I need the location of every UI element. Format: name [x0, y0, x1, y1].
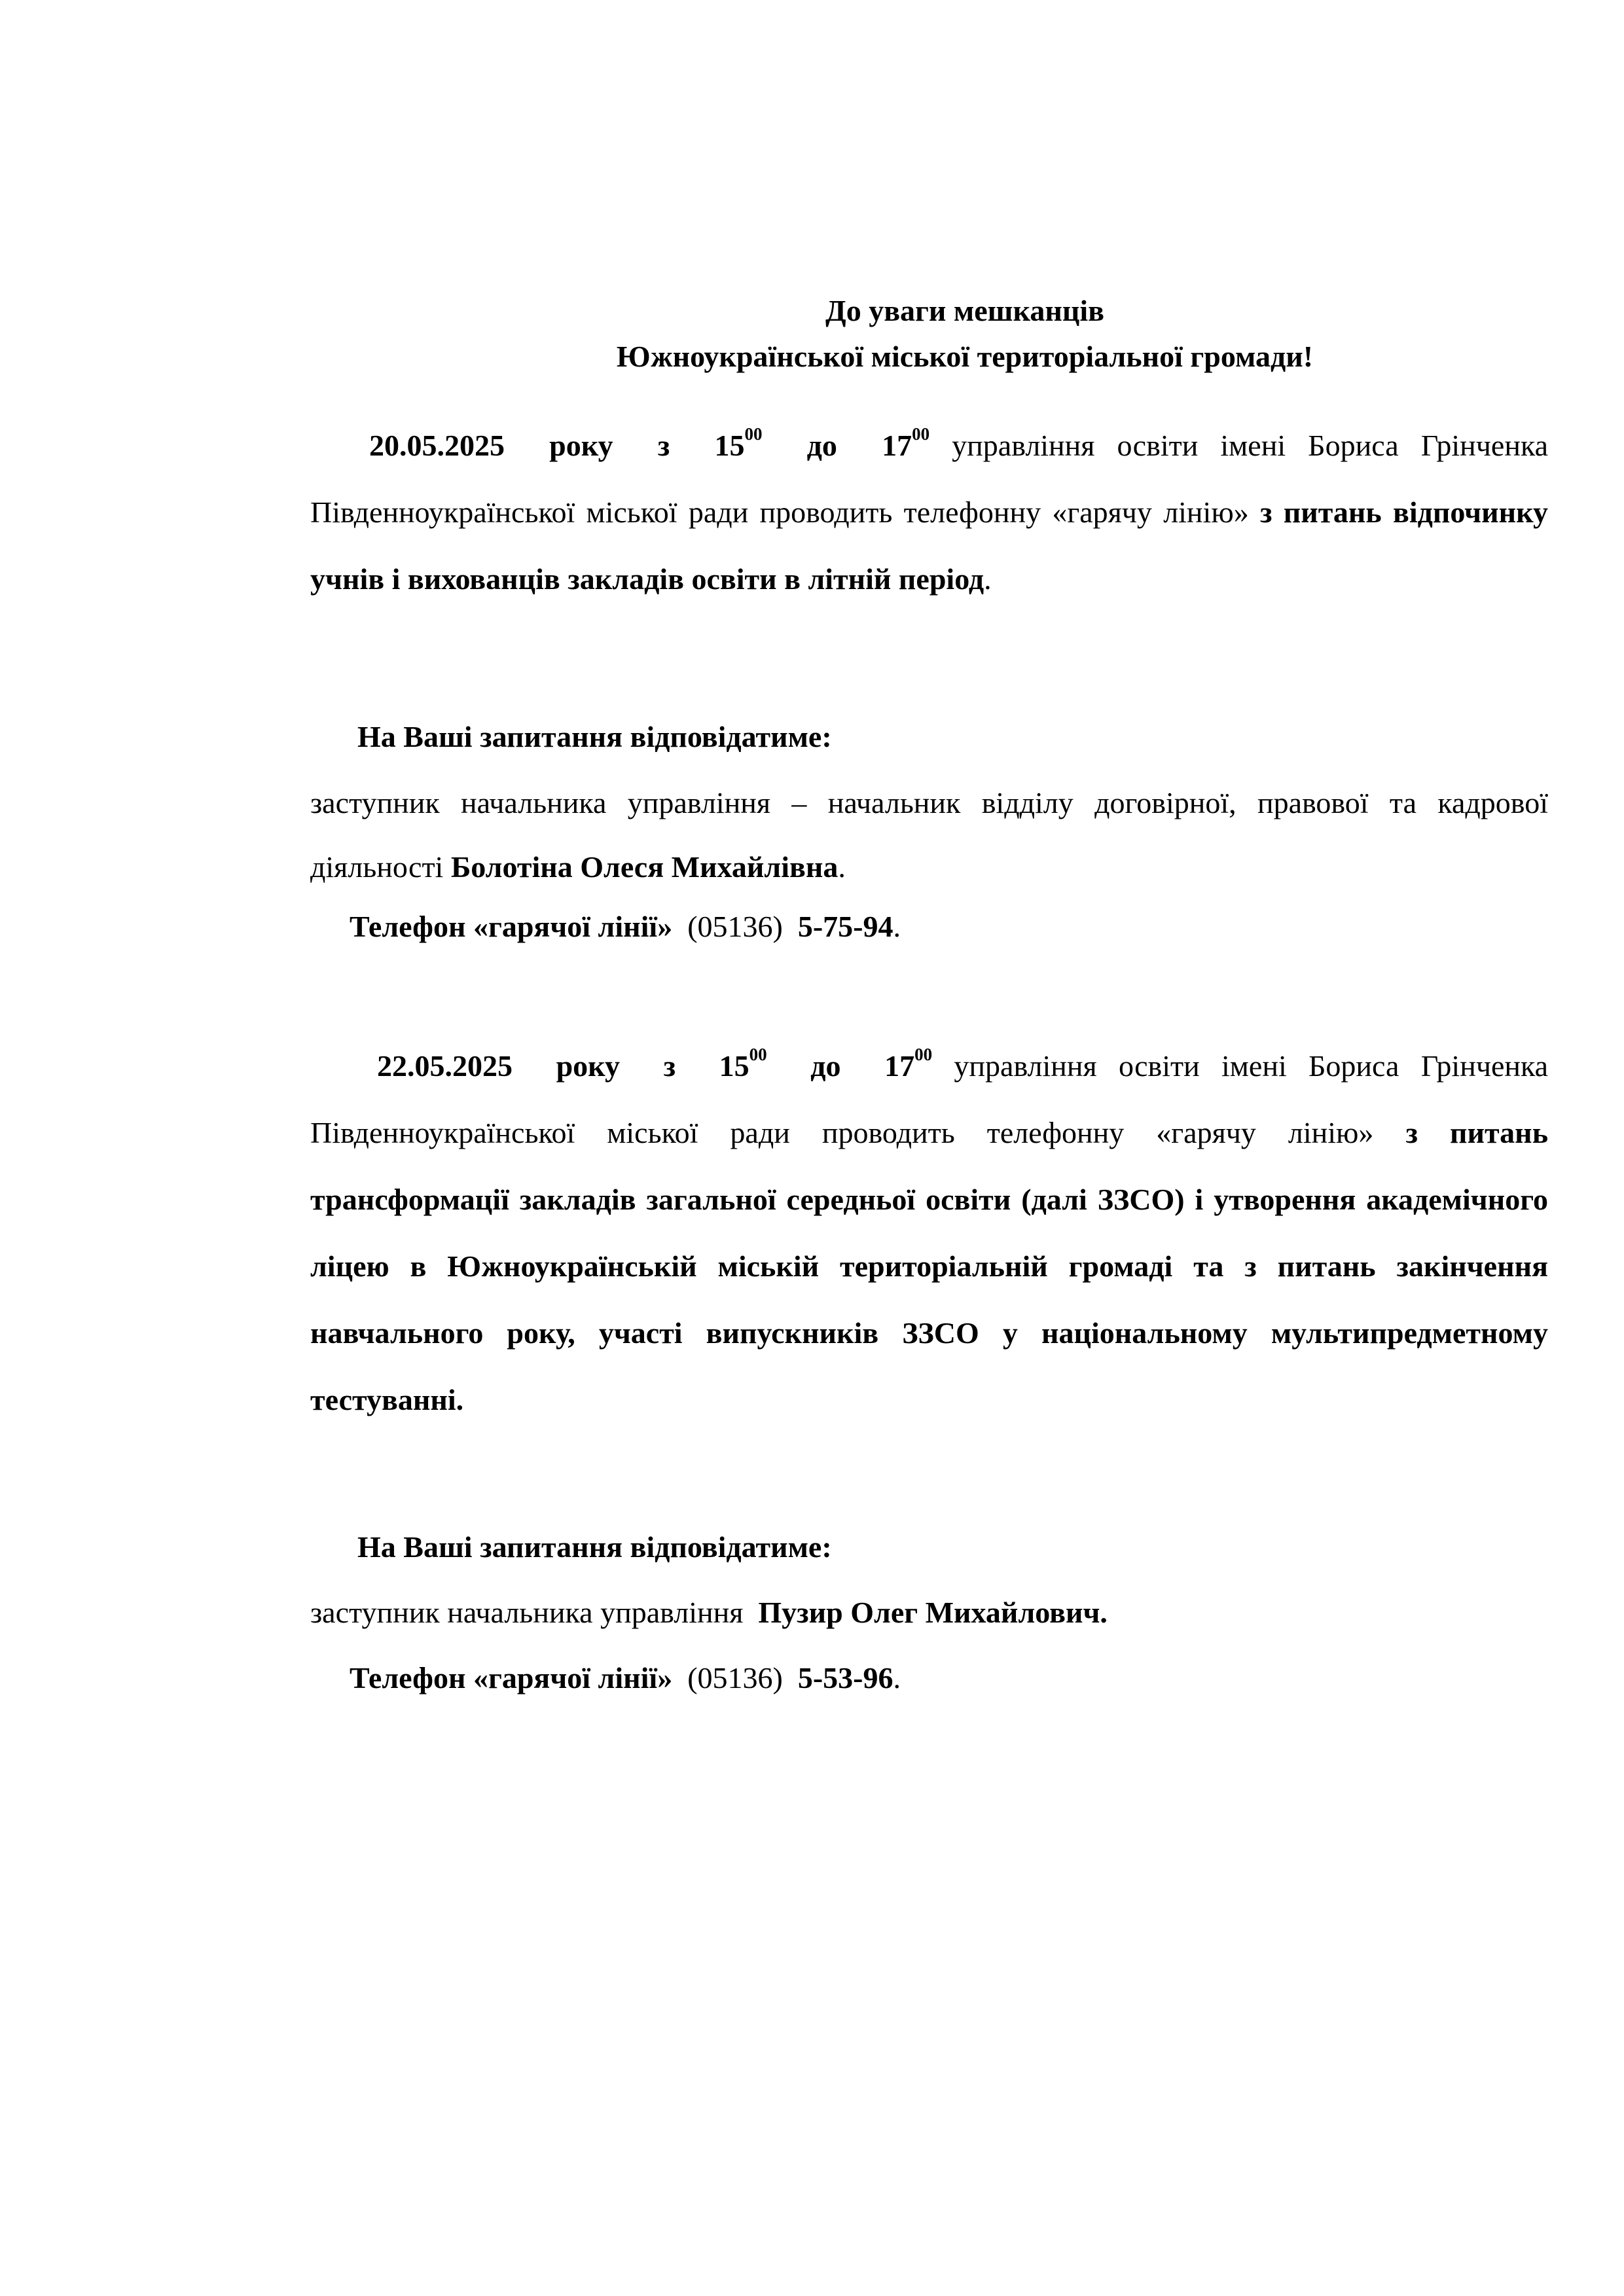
notice-2-z: з — [663, 1049, 676, 1083]
notice-1-z: з — [657, 429, 670, 462]
page-title — [310, 288, 1619, 380]
notice-1-answer-heading: На Ваші запитання відповідатиме: — [357, 720, 832, 753]
notice-1-topic: з питань відпочинку учнів і вихованців закладів освіти в літній період — [310, 495, 1548, 596]
notice-2-phone-period: . — [893, 1661, 901, 1695]
notice-2-phone-code: (05136) — [687, 1661, 783, 1695]
notice-2-answer-heading: На Ваші запитання відповідатиме: — [357, 1530, 832, 1564]
notice-2-date: 22.05.2025 — [377, 1049, 513, 1083]
notice-1-responder-period: . — [838, 850, 846, 884]
notice-2-roku: року — [556, 1049, 621, 1083]
notice-1-roku: року — [549, 429, 613, 462]
notice-1-body: управління освіти імені Бориса Грінченка Південноукраїнської міської ради проводить телефонну «гарячу лінію» — [310, 429, 1549, 529]
notice-1-time-to: $17^{00}$ — [882, 424, 930, 462]
notice-1-responder — [310, 771, 1548, 899]
notice-2-responder — [310, 1593, 1548, 1632]
notice-2-responder-position: заступник начальника управління — [310, 1596, 744, 1629]
notice-1-do: до — [806, 429, 837, 462]
notice-2-body: управління освіти імені Бориса Грінченка Південноукраїнської міської ради проводить телефонну «гарячу лінію» — [310, 1049, 1549, 1149]
notice-1-phone — [350, 907, 1587, 946]
notice-1-date: 20.05.2025 — [369, 429, 505, 462]
title-line-1: До уваги мешканців — [825, 294, 1104, 327]
notice-1-time-from: $15^{00}$ — [714, 424, 763, 462]
notice-1-phone-period: . — [893, 910, 901, 943]
notice-1-responder-name: Болотіна Олеся Михайлівна — [450, 850, 839, 884]
title-line-2: Южноукраїнської міської територіальної громади! — [616, 340, 1314, 373]
notice-2-topic: з питань трансформації закладів загальної середньої освіти (далі ЗЗСО) і утворення академічного ліцею в Южноукраїнській міській територіальній громаді та з питань закінчення навчального року, участі випускників ЗЗСО у національному мультипредметному тестуванні. — [310, 1116, 1549, 1416]
notice-2-time-to: $17^{00}$ — [884, 1045, 933, 1083]
notice-2-phone-number: 5-53-96 — [797, 1661, 893, 1695]
notice-2-do: до — [810, 1049, 841, 1083]
notice-1-phone-number: 5-75-94 — [797, 910, 893, 943]
notice-2-phone-label: Телефон «гарячої лінії» — [350, 1661, 673, 1695]
notice-2-paragraph — [310, 1033, 1548, 1433]
notice-2-responder-name: Пузир Олег Михайлович. — [758, 1596, 1108, 1629]
notice-1-phone-code: (05136) — [687, 910, 783, 943]
notice-1-period: . — [984, 562, 992, 596]
notice-1-responder-position: заступник начальника управління – начальник відділу договірної, правової та кадрової діяльності — [310, 786, 1548, 884]
notice-2-phone — [350, 1659, 1587, 1698]
notice-1-phone-label: Телефон «гарячої лінії» — [350, 910, 673, 943]
notice-2-time-from: $15^{00}$ — [719, 1045, 767, 1083]
notice-1-paragraph — [310, 412, 1548, 613]
